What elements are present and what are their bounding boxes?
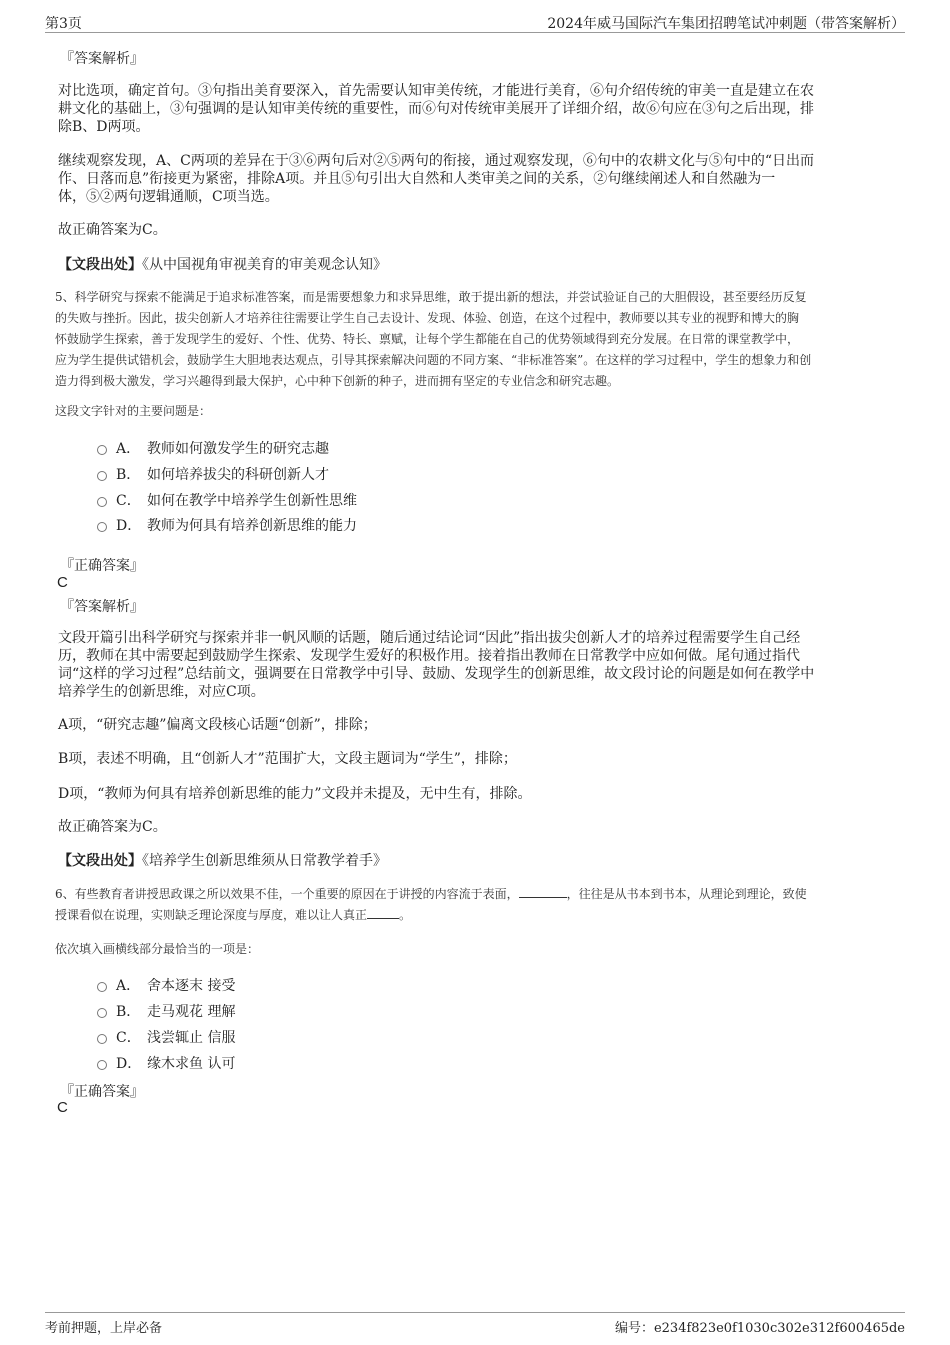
text-line: 怀鼓励学生探索，善于发现学生的爱好、个性、优势、特长、禀赋，让每个学生都能在自己的优势领域得到充分发展。在日常的课堂教学中， bbox=[55, 332, 800, 346]
option-key: C． bbox=[116, 493, 141, 509]
text-line: 体，⑤②两句逻辑通顺，C项当选。 bbox=[58, 189, 279, 205]
option-key: B． bbox=[116, 1004, 141, 1020]
radio-icon[interactable] bbox=[97, 522, 107, 532]
text-line: 耕文化的基础上，③句强调的是认知审美传统的重要性，而⑥句对传统审美展开了详细介绍，故⑥句应在③句之后出现，排 bbox=[58, 101, 814, 117]
blank-line[interactable] bbox=[519, 885, 567, 898]
source-title: 《培养学生创新思维须从日常教学着手》 bbox=[142, 853, 387, 869]
radio-icon[interactable] bbox=[97, 1034, 107, 1044]
conclusion-text: 故正确答案为C。 bbox=[58, 819, 167, 835]
text-line: 历，教师在其中需要起到鼓励学生探索、发现学生爱好的积极作用。接着指出教师在日常教学中应如何做。尾句通过指代 bbox=[58, 648, 800, 664]
text-line: 对比选项，确定首句。③句指出美育要深入，首先需要认知审美传统，才能进行美育，⑥句介绍传统的审美一直是建立在农 bbox=[58, 83, 814, 99]
conclusion-text: 故正确答案为C。 bbox=[58, 222, 167, 238]
analysis-paragraph bbox=[58, 629, 814, 701]
analysis-paragraph bbox=[58, 82, 814, 136]
option-d-note: D项，“教师为何具有培养创新思维的能力”文段并未提及，无中生有，排除。 bbox=[58, 786, 532, 802]
question-prompt: 这段文字针对的主要问题是： bbox=[55, 404, 212, 418]
radio-icon[interactable] bbox=[97, 1008, 107, 1018]
option-key: A． bbox=[116, 978, 141, 994]
option-c[interactable] bbox=[97, 1027, 235, 1047]
page-header bbox=[45, 0, 905, 33]
radio-icon[interactable] bbox=[97, 982, 107, 992]
source-line bbox=[58, 852, 387, 870]
option-key: A． bbox=[116, 441, 141, 457]
option-text: 教师为何具有培养创新思维的能力 bbox=[147, 518, 357, 534]
option-text: 如何培养拔尖的科研创新人才 bbox=[147, 467, 329, 483]
option-text: 如何在教学中培养学生创新性思维 bbox=[147, 493, 357, 509]
page-number: 第3页 bbox=[45, 16, 82, 32]
option-a[interactable] bbox=[97, 975, 235, 995]
option-d[interactable] bbox=[97, 1053, 235, 1073]
text-line: 的失败与挫折。因此，拔尖创新人才培养往往需要让学生自己去设计、发现、体验、创造，在这个过程中，教师要以其专业的视野和博大的胸 bbox=[55, 311, 800, 325]
footer-slogan: 考前押题，上岸必备 bbox=[45, 1321, 163, 1336]
text-line: 授课看似在说理，实则缺乏理论深度与厚度，难以让人真正 。 bbox=[55, 908, 412, 922]
text-line: 继续观察发现，A、C两项的差异在于③⑥两句后对②⑤两句的衔接，通过观察发现，⑥句中的农耕文化与⑤句中的“日出而 bbox=[58, 153, 814, 169]
text-line: 培养学生的创新思维，对应C项。 bbox=[58, 684, 265, 700]
question-text bbox=[55, 287, 811, 392]
option-text: 浅尝辄止 信服 bbox=[147, 1030, 236, 1046]
option-b-note: B项，表述不明确，且“创新人才”范围扩大，文段主题词为“学生”，排除； bbox=[58, 751, 517, 767]
text-line: 文段开篇引出科学研究与探索并非一帆风顺的话题，随后通过结论词“因此”指出拔尖创新人才的培养过程需要学生自己经 bbox=[58, 630, 801, 646]
question-text bbox=[55, 884, 807, 926]
text-line: 除B、D两项。 bbox=[58, 119, 150, 135]
text-line: 应为学生提供试错机会，鼓励学生大胆地表达观点，引导其探索解决问题的不同方案、“非标准答案”。在这样的学习过程中，学生的想象力和创 bbox=[55, 353, 812, 367]
document-title: 2024年威马国际汽车集团招聘笔试冲刺题（带答案解析） bbox=[547, 16, 905, 32]
radio-icon[interactable] bbox=[97, 1060, 107, 1070]
analysis-paragraph bbox=[58, 152, 814, 206]
text-line: 5、科学研究与探索不能满足于追求标准答案，而是需要想象力和求异思维，敢于提出新的想法，并尝试验证自己的大胆假设，甚至要经历反复 bbox=[55, 290, 807, 304]
answer-label: 『正确答案』 bbox=[60, 1084, 144, 1100]
option-text: 教师如何激发学生的研究志趣 bbox=[147, 441, 329, 457]
answer-label: 『正确答案』 bbox=[60, 558, 144, 574]
radio-icon[interactable] bbox=[97, 471, 107, 481]
option-text: 走马观花 理解 bbox=[147, 1004, 236, 1020]
source-title: 《从中国视角审视美育的审美观念认知》 bbox=[142, 257, 387, 273]
option-b[interactable] bbox=[97, 1001, 235, 1021]
option-key: C． bbox=[116, 1030, 141, 1046]
text-line: 作、日落而息”衔接更为紧密，排除A项。并且⑤句引出大自然和人类审美之间的关系，②句继续阐述人和自然融为一 bbox=[58, 171, 776, 187]
option-b[interactable] bbox=[97, 464, 329, 484]
text-line: 造力得到极大激发，学习兴趣得到最大保护，心中种下创新的种子，进而拥有坚定的专业信念和研究志趣。 bbox=[55, 374, 620, 388]
source-line bbox=[58, 256, 387, 274]
option-a[interactable] bbox=[97, 438, 329, 458]
blank-line[interactable] bbox=[367, 906, 399, 919]
text-line: 词“这样的学习过程”总结前文，强调要在日常教学中引导、鼓励、发现学生的创新思维，故文段讨论的问题是如何在教学中 bbox=[58, 666, 815, 682]
option-a-note: A项，“研究志趣”偏离文段核心话题“创新”，排除； bbox=[58, 717, 377, 733]
analysis-label: 『答案解析』 bbox=[60, 51, 144, 67]
answer-value: C bbox=[57, 574, 68, 591]
option-key: B． bbox=[116, 467, 141, 483]
source-label: 【文段出处】 bbox=[58, 257, 142, 273]
option-key: D． bbox=[116, 1056, 142, 1072]
option-key: D． bbox=[116, 518, 142, 534]
source-label: 【文段出处】 bbox=[58, 853, 142, 869]
answer-value: C bbox=[57, 1099, 68, 1116]
document-id: 编号：e234f823e0f1030c302e312f600465de bbox=[614, 1321, 905, 1336]
option-d[interactable] bbox=[97, 515, 357, 535]
radio-icon[interactable] bbox=[97, 445, 107, 455]
option-text: 舍本逐末 接受 bbox=[147, 978, 236, 994]
option-text: 缘木求鱼 认可 bbox=[147, 1056, 236, 1072]
analysis-label: 『答案解析』 bbox=[60, 599, 144, 615]
question-prompt: 依次填入画横线部分最恰当的一项是： bbox=[55, 942, 260, 956]
radio-icon[interactable] bbox=[97, 497, 107, 507]
option-c[interactable] bbox=[97, 490, 357, 510]
page-footer bbox=[45, 1312, 905, 1336]
text-line: 6、有些教育者讲授思政课之所以效果不佳，一个重要的原因在于讲授的内容流于表面， ，往往是从书本到书本，从理论到理论，致使 bbox=[55, 887, 807, 901]
